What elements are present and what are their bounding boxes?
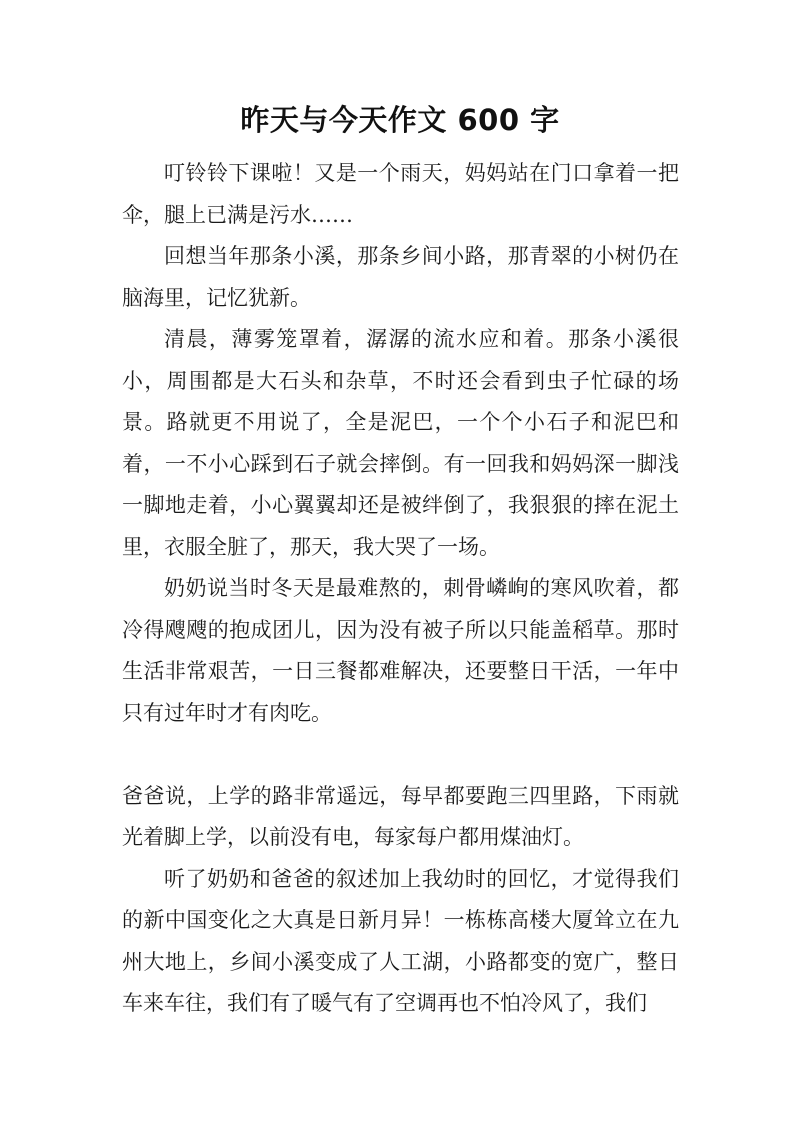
paragraph-6: 听了奶奶和爸爸的叙述加上我幼时的回忆，才觉得我们的新中国变化之大真是日新月异！一栋栋高楼大厦耸立在九州大地上，乡间小溪变成了人工湖，小路都变的宽广，整日车来车往，我们有了暖气有了空调再也不怕冷风了，我们: [122, 866, 679, 1015]
paragraph-1: 叮铃铃下课啦！又是一个雨天，妈妈站在门口拿着一把伞，腿上已满是污水……: [122, 161, 679, 227]
document-body: [122, 153, 679, 1025]
paragraph-3: 清晨，薄雾笼罩着，潺潺的流水应和着。那条小溪很小，周围都是大石头和杂草，不时还会看到虫子忙碌的场景。路就更不用说了，全是泥巴，一个个小石子和泥巴和着，一不小心踩到石子就会摔倒。有一回我和妈妈深一脚浅一脚地走着，小心翼翼却还是被绊倒了，我狠狠的摔在泥土里，衣服全脏了，那天，我大哭了一场。: [122, 327, 679, 559]
paragraph-5: 爸爸说，上学的路非常遥远，每早都要跑三四里路，下雨就光着脚上学，以前没有电，每家每户都用煤油灯。: [122, 783, 679, 849]
paragraph-4: 奶奶说当时冬天是最难熬的，刺骨嶙峋的寒风吹着，都冷得飕飕的抱成团儿，因为没有被子所以只能盖稻草。那时生活非常艰苦，一日三餐都难解决，还要整日干活，一年中只有过年时才有肉吃。: [122, 576, 679, 725]
paragraph-2: 回想当年那条小溪，那条乡间小路，那青翠的小树仍在脑海里，记忆犹新。: [122, 244, 679, 310]
document-title: 昨天与今天作文 600 字: [240, 103, 560, 137]
paragraph-spacer: [122, 734, 679, 776]
